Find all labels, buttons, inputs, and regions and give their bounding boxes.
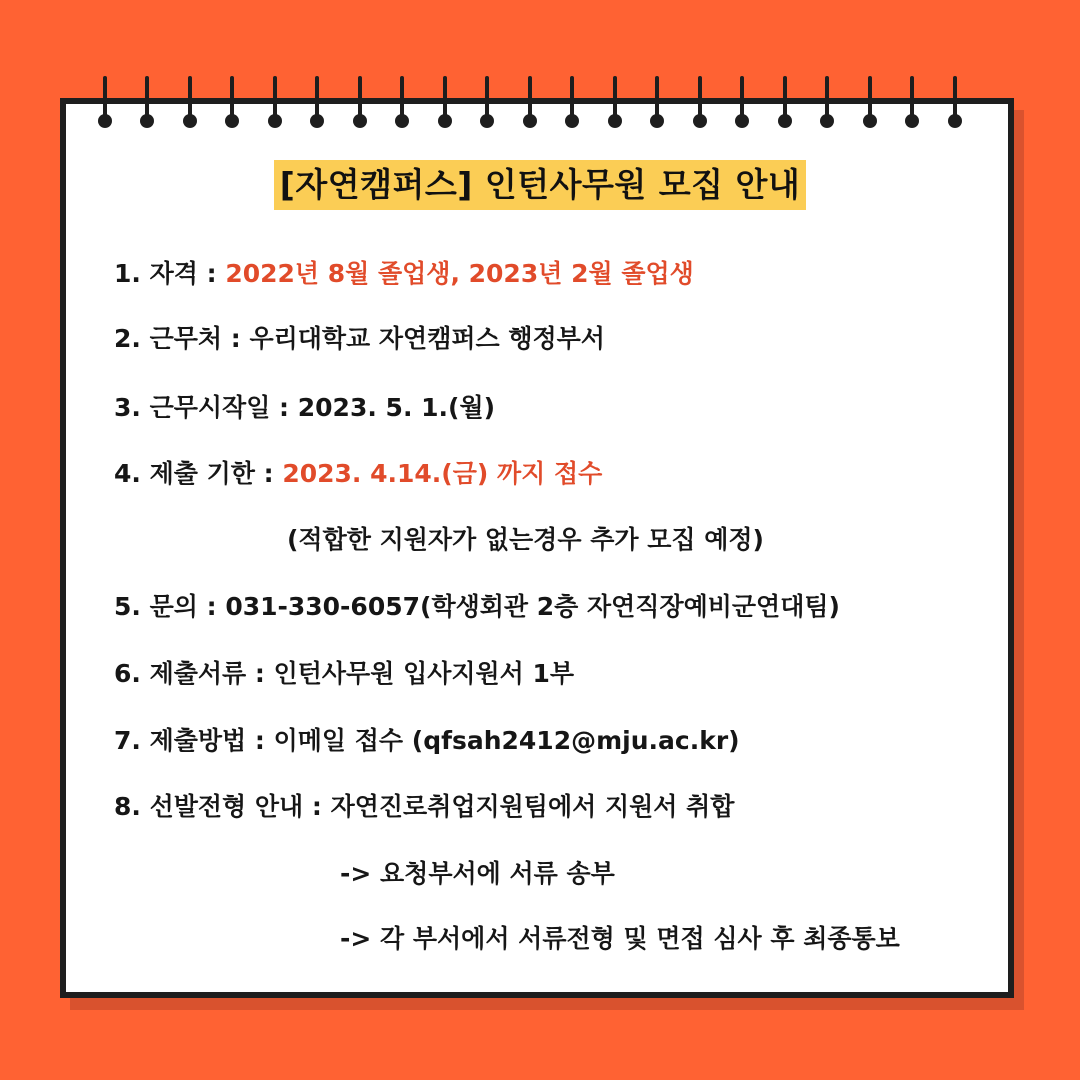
item-value: 우리대학교 자연캠퍼스 행정부서: [249, 324, 605, 353]
item-qualification: [114, 257, 694, 291]
deadline-note: (적합한 지원자가 없는경우 추가 모집 예정): [287, 525, 764, 554]
item-submission-method: [114, 724, 740, 758]
item-value: 2023. 5. 1.(월): [297, 393, 496, 422]
item-value: 자연진로취업지원팀에서 지원서 취합: [330, 792, 735, 821]
item-workplace: [114, 322, 605, 356]
item-label: 5. 문의 :: [114, 592, 226, 621]
item-deadline: [114, 457, 602, 491]
item-label: 7. 제출방법 :: [114, 726, 274, 755]
item-value: 인턴사무원 입사지원서 1부: [273, 659, 575, 688]
item-label: 4. 제출 기한 :: [114, 459, 283, 488]
page-title: [자연캠퍼스] 인턴사무원 모집 안내: [274, 160, 806, 210]
selection-step-3: -> 각 부서에서 서류전형 및 면접 심사 후 최종통보: [340, 924, 900, 953]
item-start-date: [114, 391, 495, 425]
item-selection-process: [114, 790, 734, 824]
item-label: 6. 제출서류 :: [114, 659, 274, 688]
item-label: 1. 자격 :: [114, 259, 226, 288]
title-wrap: [0, 160, 1080, 210]
item-contact: [114, 590, 840, 624]
item-value: 031-330-6057(학생회관 2층 자연직장예비군연대팀): [225, 592, 840, 621]
item-label: 8. 선발전형 안내 :: [114, 792, 331, 821]
item-documents: [114, 657, 574, 691]
item-value-highlight: 2023. 4.14.(금) 까지 접수: [282, 459, 603, 488]
item-value: 이메일 접수 (qfsah2412@mju.ac.kr): [273, 726, 740, 755]
item-label: 2. 근무처 :: [114, 324, 250, 353]
item-label: 3. 근무시작일 :: [114, 393, 298, 422]
selection-step-2: -> 요청부서에 서류 송부: [340, 859, 615, 888]
item-value-highlight: 2022년 8월 졸업생, 2023년 2월 졸업생: [225, 259, 694, 288]
